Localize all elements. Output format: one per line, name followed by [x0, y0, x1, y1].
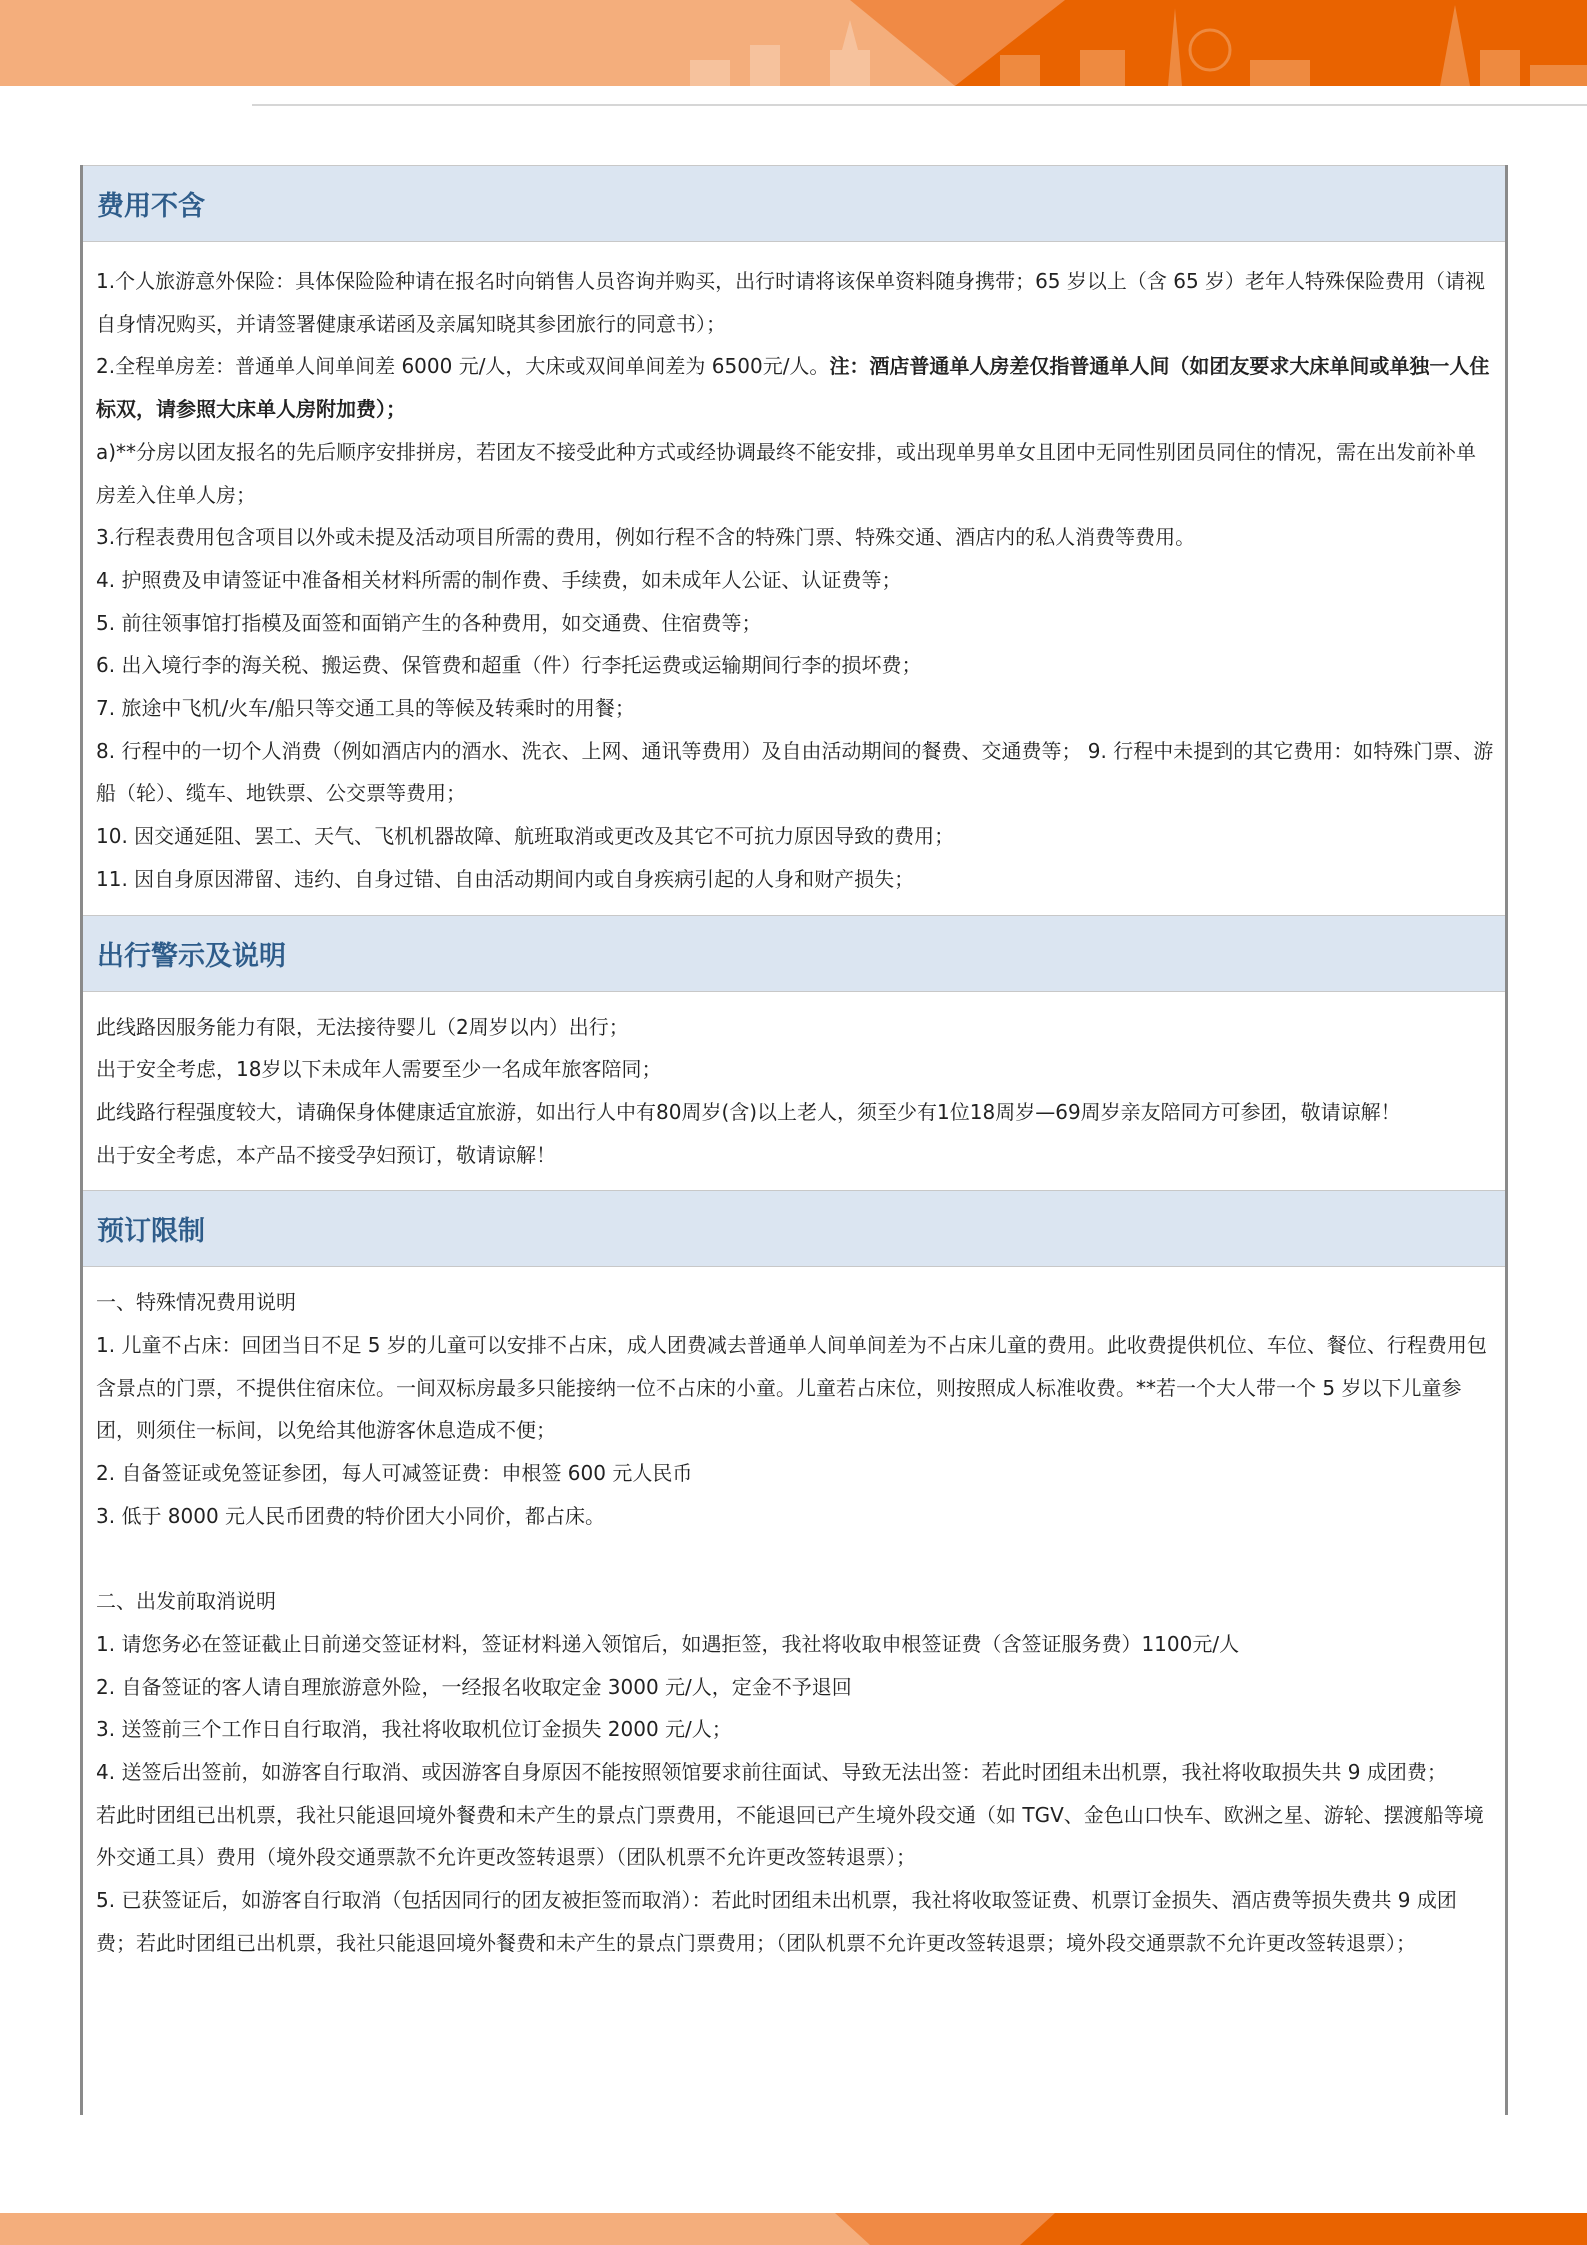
- paragraph: [96, 260, 1495, 345]
- paragraph-text: 10. 因交通延阻、罢工、天气、飞机机器故障、航班取消或更改及其它不可抗力原因导致的费用；: [96, 824, 955, 849]
- paragraph-text: 1. 请您务必在签证截止日前递交签证材料，签证材料递入领馆后，如遇拒签，我社将收取申根签证费（含签证服务费）1100元/人: [96, 1631, 1240, 1656]
- paragraph: [96, 1281, 1495, 1324]
- blank-line: [96, 1538, 1495, 1581]
- section-title: 费用不含: [83, 165, 1505, 242]
- paragraph: [96, 1623, 1495, 1666]
- paragraph-text: 一、特殊情况费用说明: [96, 1290, 296, 1315]
- content-panel: [80, 165, 1508, 2115]
- paragraph-text: 此线路因服务能力有限，无法接待婴儿（2周岁以内）出行；: [96, 1014, 629, 1039]
- paragraph-text: 二、出发前取消说明: [96, 1589, 276, 1614]
- paragraph: [96, 559, 1495, 602]
- paragraph-text: 5. 已获签证后，如游客自行取消（包括因同行的团友被拒签而取消）：若此时团组未出机票，我社将收取签证费、机票订金损失、酒店费等损失费共 9 成团费；若此时团组已出机票，我社只能退回境外餐费和未产生的景点门票费用；（团队机票不允许更改签转退票；境外段交通票款不允许更改签转退票）；: [96, 1888, 1457, 1955]
- paragraph: [96, 516, 1495, 559]
- paragraph-text: 7. 旅途中飞机/火车/船只等交通工具的等候及转乘时的用餐；: [96, 696, 635, 721]
- paragraph: [96, 858, 1495, 901]
- paragraph-text: 若此时团组已出机票，我社只能退回境外餐费和未产生的景点门票费用，不能退回已产生境外段交通（如 TGV、金色山口快车、欧洲之星、游轮、摆渡船等境外交通工具）费用（境外段交通票款不允许更改签转退票）（团队机票不允许更改签转退票）；: [96, 1802, 1484, 1870]
- paragraph-text: 此线路行程强度较大，请确保身体健康适宜旅游，如出行人中有80周岁(含)以上老人，须至少有1位18周岁—69周岁亲友陪同方可参团，敬请谅解！: [96, 1099, 1401, 1124]
- paragraph: [96, 1495, 1495, 1538]
- footer-banner: [0, 2213, 1587, 2245]
- paragraph: [96, 1048, 1495, 1091]
- paragraph-text: 1.个人旅游意外保险：具体保险险种请在报名时向销售人员咨询并购买，出行时请将该保单资料随身携带；65 岁以上（含 65 岁）老年人特殊保险费用（请视自身情况购买，并请签署健康承诺函及亲属知晓其参团旅行的同意书）；: [96, 269, 1486, 336]
- paragraph: [96, 1324, 1495, 1452]
- paragraph-text: 5. 前往领事馆打指模及面签和面销产生的各种费用，如交通费、住宿费等；: [96, 610, 762, 635]
- header-banner: [0, 0, 1587, 86]
- paragraph-text: 2. 自备签证或免签证参团，每人可减签证费：申根签 600 元人民币: [96, 1461, 693, 1486]
- paragraph-text: 6. 出入境行李的海关税、搬运费、保管费和超重（件）行李托运费或运输期间行李的损坏费；: [96, 653, 922, 678]
- paragraph-text: 4. 护照费及申请签证中准备相关材料所需的制作费、手续费，如未成年人公证、认证费等；: [96, 567, 902, 592]
- section-body: [83, 242, 1505, 915]
- paragraph: [96, 1006, 1495, 1049]
- paragraph: [96, 1794, 1495, 1879]
- paragraph-text: 1. 儿童不占床：回团当日不足 5 岁的儿童可以安排不占床，成人团费减去普通单人间单间差为不占床儿童的费用。此收费提供机位、车位、餐位、行程费用包含景点的门票，不提供住宿床位。一间双标房最多只能接纳一位不占床的小童。儿童若占床位，则按照成人标准收费。**若一个大人带一个 5 岁以下儿童参团，则须住一标间，以免给其他游客休息造成不便；: [96, 1333, 1487, 1443]
- paragraph: [96, 1580, 1495, 1623]
- paragraph: [96, 687, 1495, 730]
- paragraph: [96, 602, 1495, 645]
- paragraph: [96, 1666, 1495, 1709]
- paragraph: [96, 1091, 1495, 1134]
- section-body: [83, 992, 1505, 1191]
- paragraph: [96, 1879, 1495, 1964]
- paragraph: [96, 1708, 1495, 1751]
- paragraph: [96, 815, 1495, 858]
- header-rule: [252, 104, 1587, 106]
- paragraph-text: 3. 低于 8000 元人民币团费的特价团大小同价，都占床。: [96, 1503, 606, 1528]
- paragraph: [96, 644, 1495, 687]
- paragraph-text: 出于安全考虑，18岁以下未成年人需要至少一名成年旅客陪同；: [96, 1057, 662, 1082]
- paragraph: [96, 345, 1495, 430]
- paragraph-text: 出于安全考虑，本产品不接受孕妇预订，敬请谅解！: [96, 1142, 556, 1167]
- paragraph-text: a)**分房以团友报名的先后顺序安排拼房，若团友不接受此种方式或经协调最终不能安排，或出现单男单女且团中无同性别团员同住的情况，需在出发前补单房差入住单人房；: [96, 439, 1477, 507]
- skyline-banner-graphic: [0, 0, 1587, 86]
- paragraph-text: 2.全程单房差：普通单人间单间差 6000 元/人，大床或双间单间差为 6500元/人。: [96, 354, 830, 379]
- paragraph-text: 3. 送签前三个工作日自行取消，我社将收取机位订金损失 2000 元/人；: [96, 1717, 732, 1742]
- paragraph: [96, 730, 1495, 815]
- section-title: 出行警示及说明: [83, 915, 1505, 992]
- paragraph-text: 3.行程表费用包含项目以外或未提及活动项目所需的费用，例如行程不含的特殊门票、特殊交通、酒店内的私人消费等费用。: [96, 525, 1196, 550]
- paragraph-text: 4. 送签后出签前，如游客自行取消、或因游客自身原因不能按照领馆要求前往面试、导致无法出签：若此时团组未出机票，我社将收取损失共 9 成团费；: [96, 1760, 1447, 1785]
- paragraph-text: 2. 自备签证的客人请自理旅游意外险，一经报名收取定金 3000 元/人，定金不予退回: [96, 1674, 852, 1699]
- paragraph: [96, 1751, 1495, 1794]
- section-title: 预订限制: [83, 1190, 1505, 1267]
- paragraph: [96, 1452, 1495, 1495]
- paragraph-text: 11. 因自身原因滞留、违约、自身过错、自由活动期间内或自身疾病引起的人身和财产损失；: [96, 866, 915, 891]
- paragraph-text: 8. 行程中的一切个人消费（例如酒店内的酒水、洗衣、上网、通讯等费用）及自由活动期间的餐费、交通费等； 9. 行程中未提到的其它费用：如特殊门票、游船（轮）、缆车、地铁票、公交票等费用；: [96, 738, 1494, 806]
- paragraph: [96, 1134, 1495, 1177]
- paragraph-note-bold: 注：酒店普通单人房差仅指普通单人间（如团友要求大床单间或单独一人住标双，请参照大床单人房附加费）；: [96, 354, 1490, 422]
- paragraph: [96, 431, 1495, 516]
- section-body: [83, 1267, 1505, 1978]
